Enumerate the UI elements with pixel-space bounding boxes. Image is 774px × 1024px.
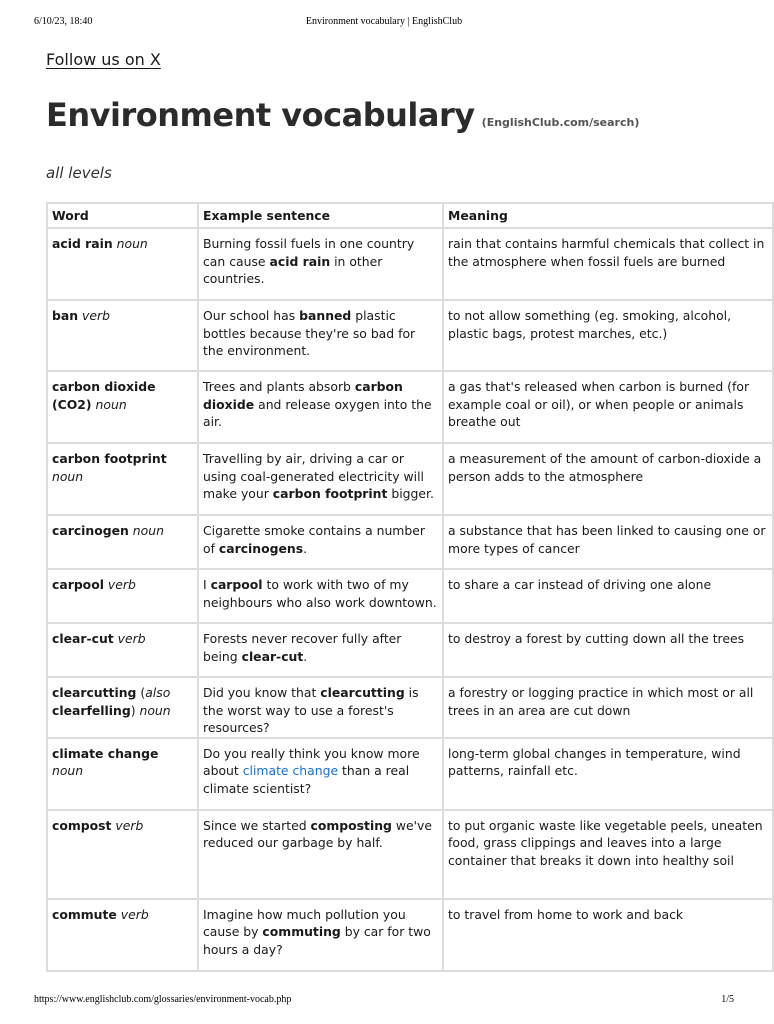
- page-heading: [46, 96, 639, 134]
- word-term: clearcutting: [52, 685, 137, 700]
- table-row: [47, 738, 773, 810]
- example-highlight: carpool: [210, 577, 263, 592]
- example-text: in other countries.: [203, 253, 383, 286]
- meaning-cell: to destroy a forest by cutting down all the trees: [443, 623, 773, 677]
- word-cell: [47, 569, 198, 623]
- vocabulary-table-container: [46, 202, 766, 962]
- word-cell: [47, 810, 198, 899]
- word-cell: [47, 443, 198, 515]
- word-term: commute: [52, 906, 117, 922]
- word-term: carbon footprint: [52, 451, 167, 466]
- table-row: [47, 515, 773, 569]
- table-row: [47, 810, 773, 899]
- example-cell: [198, 899, 443, 971]
- part-of-speech: verb: [82, 308, 110, 323]
- word-term: acid rain: [52, 236, 113, 251]
- word-cell: [47, 623, 198, 677]
- example-text: and release oxygen into the air.: [203, 396, 432, 429]
- meaning-cell: a gas that's released when carbon is burned (for example coal or oil), or when people or animals breathe out: [443, 371, 773, 443]
- meaning-cell: a measurement of the amount of carbon-dioxide a person adds to the atmosphere: [443, 443, 773, 515]
- example-cell: [198, 623, 443, 677]
- example-highlight: banned: [299, 308, 352, 323]
- part-of-speech: verb: [117, 631, 146, 646]
- table-row: [47, 443, 773, 515]
- example-highlight: commuting: [262, 924, 341, 939]
- table-row: [47, 228, 773, 300]
- example-text: we've reduced our garbage by half.: [203, 817, 432, 850]
- example-highlight: clearcutting: [320, 685, 405, 700]
- word-cell: [47, 515, 198, 569]
- follow-us-link[interactable]: Follow us on X: [46, 50, 161, 69]
- part-of-speech: noun: [52, 763, 84, 778]
- part-of-speech: verb: [107, 577, 136, 592]
- table-row: [47, 300, 773, 371]
- table-row: [47, 899, 773, 971]
- example-highlight: carbon footprint: [272, 486, 388, 501]
- example-text: than a real climate scientist?: [203, 763, 410, 796]
- source-label: (EnglishClub.com/search): [481, 116, 640, 129]
- example-text: Trees and plants absorb: [203, 379, 355, 394]
- example-text: Travelling by air, driving a car or using coal-generated electricity will make your: [203, 451, 424, 501]
- table-row: [47, 569, 773, 623]
- part-of-speech: noun: [95, 396, 127, 412]
- print-footer: [34, 994, 734, 1008]
- table-row: [47, 371, 773, 443]
- example-cell: [198, 371, 443, 443]
- example-cell: [198, 300, 443, 371]
- meaning-cell: a forestry or logging practice in which most or all trees in an area are cut down: [443, 677, 773, 738]
- word-term: climate change: [52, 745, 159, 761]
- example-text: Burning fossil fuels in one country can cause: [203, 236, 415, 269]
- example-text: Forests never recover fully after being: [203, 631, 402, 664]
- example-highlight: composting: [310, 817, 392, 833]
- part-of-speech: noun: [139, 702, 171, 718]
- example-text: is the worst way to use a forest's resources?: [203, 685, 419, 735]
- levels-label: all levels: [46, 164, 112, 182]
- part-of-speech: verb: [120, 906, 149, 922]
- meaning-cell: to not allow something (eg. smoking, alcohol, plastic bags, protest marches, etc.): [443, 300, 773, 371]
- word-term: clear-cut: [52, 631, 114, 646]
- print-title: Environment vocabulary | EnglishClub: [305, 16, 463, 27]
- example-text: Did you know that: [203, 685, 321, 700]
- part-of-speech: noun: [116, 236, 148, 251]
- example-text: Cigarette smoke contains a number of: [203, 523, 425, 556]
- print-url: https://www.englishclub.com/glossaries/environment-vocab.php: [34, 994, 292, 1005]
- example-highlight: acid rain: [269, 253, 331, 269]
- meaning-cell: to share a car instead of driving one alone: [443, 569, 773, 623]
- part-of-speech: verb: [115, 817, 144, 833]
- word-term: carcinogen: [52, 523, 129, 538]
- word-term: ban: [52, 308, 79, 323]
- page-number: 1/5: [721, 994, 734, 1005]
- example-text: Our school has: [203, 308, 300, 323]
- example-text: Do you really think you know more about: [203, 745, 420, 778]
- table-body: [47, 228, 773, 971]
- word-cell: [47, 899, 198, 971]
- example-text: by car for two hours a day?: [203, 924, 431, 957]
- example-highlight: clear-cut: [241, 648, 304, 664]
- example-cell: [198, 569, 443, 623]
- meaning-cell: long-term global changes in temperature, wind patterns, rainfall etc.: [443, 738, 773, 810]
- example-cell: [198, 677, 443, 738]
- print-date: 6/10/23, 18:40: [34, 16, 93, 27]
- part-of-speech: noun: [132, 523, 164, 538]
- also-label: also: [145, 685, 171, 700]
- example-cell: [198, 443, 443, 515]
- example-text: I: [203, 577, 211, 592]
- column-header-meaning: Meaning: [443, 203, 773, 228]
- example-highlight: carbon dioxide: [203, 379, 403, 412]
- meaning-cell: a substance that has been linked to causing one or more types of cancer: [443, 515, 773, 569]
- example-text: .: [303, 648, 308, 664]
- column-header-example: Example sentence: [198, 203, 443, 228]
- example-cell: [198, 810, 443, 899]
- meaning-cell: to travel from home to work and back: [443, 899, 773, 971]
- column-header-word: Word: [47, 203, 198, 228]
- example-text: to work with two of my neighbours who also work downtown.: [203, 577, 437, 610]
- example-text: .: [303, 540, 308, 556]
- example-text: Imagine how much pollution you cause by: [203, 906, 406, 939]
- word-term: carpool: [52, 577, 104, 592]
- print-header: [34, 16, 734, 30]
- word-cell: [47, 228, 198, 300]
- meaning-cell: to put organic waste like vegetable peels, uneaten food, grass clippings and leaves into a large container that breaks it down into healthy soil: [443, 810, 773, 899]
- page-title: Environment vocabulary: [46, 96, 475, 134]
- word-cell: [47, 300, 198, 371]
- word-term: compost: [52, 817, 112, 833]
- vocabulary-table: [46, 202, 774, 972]
- example-cell: [198, 228, 443, 300]
- word-term: carbon dioxide (CO2): [52, 379, 156, 412]
- meaning-cell: rain that contains harmful chemicals that collect in the atmosphere when fossil fuels are burned: [443, 228, 773, 300]
- table-row: [47, 677, 773, 738]
- example-text: Since we started: [203, 817, 311, 833]
- word-cell: [47, 371, 198, 443]
- word-cell: [47, 738, 198, 810]
- example-cell: [198, 738, 443, 810]
- table-header-row: [47, 203, 773, 228]
- word-alternate: clearfelling: [52, 702, 131, 718]
- example-text: bigger.: [387, 486, 434, 501]
- table-row: [47, 623, 773, 677]
- word-cell: clearcutting (also clearfelling) noun: [47, 677, 198, 738]
- example-highlight: carcinogens: [218, 540, 304, 556]
- term-link[interactable]: climate change: [242, 763, 339, 778]
- part-of-speech: noun: [52, 468, 84, 484]
- example-cell: [198, 515, 443, 569]
- example-text: plastic bottles because they're so bad for the environment.: [203, 308, 416, 358]
